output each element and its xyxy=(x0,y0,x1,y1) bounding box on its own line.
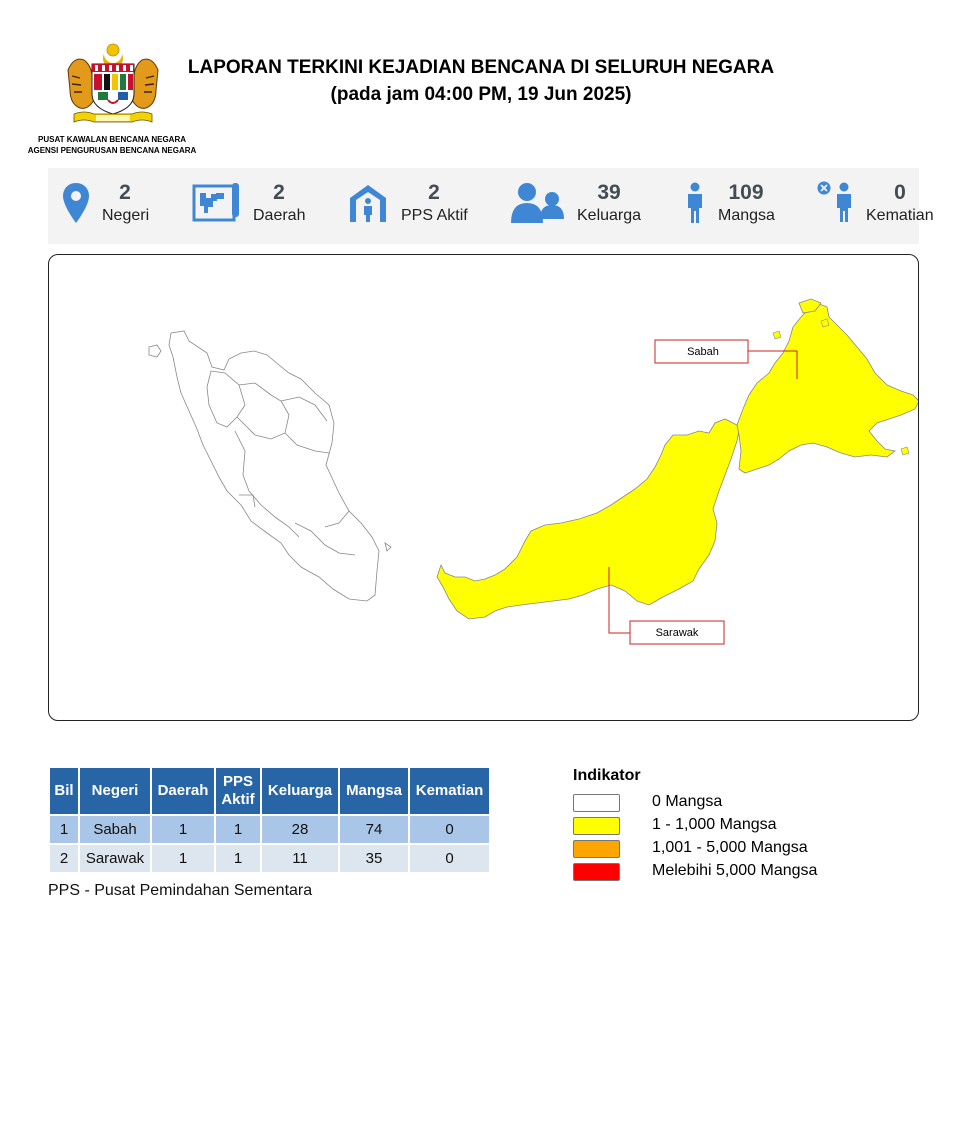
column-header-keluarga: Keluarga xyxy=(262,768,338,814)
stat-kematian-value: 0 xyxy=(894,181,906,204)
table-row xyxy=(50,845,489,872)
shelter-icon xyxy=(347,182,389,229)
agency-line-1: PUSAT KAWALAN BENCANA NEGARA xyxy=(38,135,186,144)
column-header-kematian: Kematian xyxy=(410,768,489,814)
person-icon xyxy=(684,182,706,229)
stat-daerah-label: Daerah xyxy=(253,207,306,224)
table-cell: 2 xyxy=(50,845,78,872)
district-map-icon xyxy=(192,183,240,228)
legend-label: 0 Mangsa xyxy=(652,793,723,810)
peninsular-malaysia xyxy=(149,331,391,601)
stats-bar xyxy=(48,168,934,244)
table-cell: 28 xyxy=(262,816,338,843)
report-title xyxy=(150,54,812,108)
stat-negeri-label: Negeri xyxy=(102,207,150,224)
legend-label: Melebihi 5,000 Mangsa xyxy=(652,862,818,879)
column-header-pps-aktif: PPS Aktif xyxy=(216,768,260,814)
agency-name xyxy=(20,134,204,156)
table-cell: 1 xyxy=(152,816,214,843)
table-cell: 74 xyxy=(340,816,408,843)
map-legend xyxy=(573,767,818,883)
stat-pps-value: 2 xyxy=(428,181,440,204)
stat-pps-label: PPS Aktif xyxy=(401,207,468,224)
sarawak-region xyxy=(437,419,739,619)
legend-item xyxy=(573,791,723,814)
location-pin-icon xyxy=(62,182,90,229)
stat-negeri-value: 2 xyxy=(119,181,131,204)
agency-line-2: AGENSI PENGURUSAN BENCANA NEGARA xyxy=(27,146,197,155)
footnote: PPS - Pusat Pemindahan Sementara xyxy=(48,882,313,899)
legend-item xyxy=(573,814,777,837)
column-header-bil: Bil xyxy=(50,768,78,814)
malaysia-map xyxy=(48,254,919,721)
legend-item xyxy=(573,860,818,883)
table-cell: Sarawak xyxy=(80,845,150,872)
table-cell: 1 xyxy=(152,845,214,872)
table-cell: 11 xyxy=(262,845,338,872)
legend-swatch xyxy=(573,840,620,858)
legend-swatch xyxy=(573,817,620,835)
report-title-line-1: LAPORAN TERKINI KEJADIAN BENCANA DI SELURUH NEGARA xyxy=(187,57,775,78)
sabah-region xyxy=(737,303,919,473)
stat-daerah-value: 2 xyxy=(273,181,285,204)
stat-mangsa-label: Mangsa xyxy=(718,207,775,224)
stat-mangsa-value: 109 xyxy=(728,181,764,204)
stat-keluarga-label: Keluarga xyxy=(577,207,642,224)
legend-swatch xyxy=(573,794,620,812)
table-cell: 35 xyxy=(340,845,408,872)
table-cell: 1 xyxy=(216,816,260,843)
column-header-negeri: Negeri xyxy=(80,768,150,814)
summary-table xyxy=(48,766,491,874)
column-header-daerah: Daerah xyxy=(152,768,214,814)
table-cell: 0 xyxy=(410,845,489,872)
stat-keluarga-value: 39 xyxy=(597,181,621,204)
sabah-callout-label: Sabah xyxy=(687,346,719,358)
table-cell: Sabah xyxy=(80,816,150,843)
legend-label: 1,001 - 5,000 Mangsa xyxy=(652,839,808,856)
legend-item xyxy=(573,837,808,860)
table-cell: 1 xyxy=(216,845,260,872)
legend-swatch xyxy=(573,863,620,881)
legend-label: 1 - 1,000 Mangsa xyxy=(652,816,777,833)
sarawak-callout-label: Sarawak xyxy=(655,627,699,639)
stat-kematian-label: Kematian xyxy=(866,207,934,224)
family-icon xyxy=(510,182,566,229)
table-row xyxy=(50,816,489,843)
death-person-icon xyxy=(817,181,855,228)
table-cell: 0 xyxy=(410,816,489,843)
legend-title: Indikator xyxy=(573,767,641,784)
table-cell: 1 xyxy=(50,816,78,843)
column-header-mangsa: Mangsa xyxy=(340,768,408,814)
report-title-line-2: (pada jam 04:00 PM, 19 Jun 2025) xyxy=(330,84,632,105)
table-header-row xyxy=(50,768,489,814)
